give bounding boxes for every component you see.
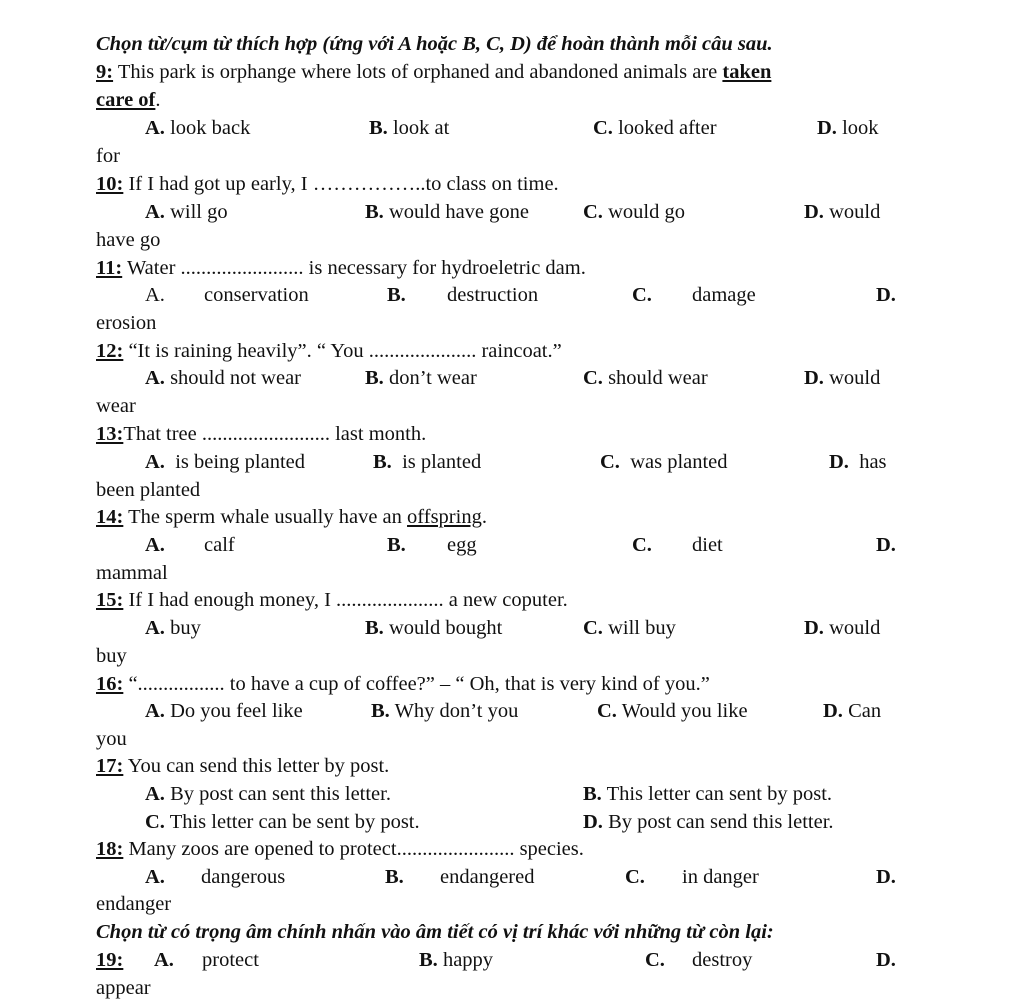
option-a: A. should not wear bbox=[145, 367, 302, 389]
option-a-letter: A. bbox=[145, 534, 165, 556]
option-b: egg bbox=[447, 534, 477, 556]
option-a-letter: A. bbox=[145, 284, 165, 306]
option-a-letter: A. bbox=[145, 866, 165, 888]
question-number: 9: bbox=[96, 61, 114, 83]
option-c: C. should wear bbox=[583, 367, 708, 389]
question-stem: You can send this letter by post. bbox=[127, 755, 390, 777]
question-number: 16: bbox=[96, 673, 124, 695]
question-number: 17: bbox=[96, 755, 124, 777]
option-d: D. Can bbox=[823, 700, 882, 722]
question-number: 15: bbox=[96, 589, 124, 611]
question-number: 12: bbox=[96, 340, 124, 362]
underlined-word: offspring bbox=[407, 506, 482, 528]
option-b: endangered bbox=[440, 866, 535, 888]
option-c: C. will buy bbox=[583, 617, 676, 639]
option-a: A. look back bbox=[145, 117, 251, 139]
option-c: C. was planted bbox=[600, 451, 728, 473]
option-b: B. Why don’t you bbox=[371, 700, 519, 722]
option-b: B. would have gone bbox=[365, 201, 529, 223]
question-number: 14: bbox=[96, 506, 124, 528]
instruction-text: Chọn từ/cụm từ thích hợp (ứng với A hoặc B, C, D) để hoàn thành mỗi câu sau. bbox=[96, 33, 773, 55]
option-c-letter: C. bbox=[632, 284, 652, 306]
underlined-phrase: care of bbox=[96, 89, 156, 111]
option-b-letter: B. bbox=[385, 866, 404, 888]
option-c: C. Would you like bbox=[597, 700, 748, 722]
option-b: B. don’t wear bbox=[365, 367, 477, 389]
option-d: D. By post can send this letter. bbox=[583, 811, 834, 833]
worksheet-page: Chọn từ/cụm từ thích hợp (ứng với A hoặc B, C, D) để hoàn thành mỗi câu sau. 9: This park is orphange where lots of orphaned and abandoned animals are taken care of. A. look back B. look at C. looked after D. look for 10: If I had got up early, I ……………..to class on time. A. will go B. would have gone C. would go D. would have go 11: Water ........................ is necessary for hydroeletric dam. A. conservation B. destruction C. damage D. erosion 12: “It is raining heavily”. “ You ..................... raincoat.” A. should not wear B. don’t wear C. should wear D. would wear 13:That tree ......................... last month. A. is being planted B. is planted C. was planted D. has been planted 14: The sperm whale usually have an offspring. A. calf B. egg C. diet D. mammal 15: If I had enough money, I ..................... a new coputer. A. buy B. would bought C. will buy D. would buy 16: “................. to have a cup of coffee?” – “ Oh, that is very kind of you.” A. Do you feel like B. Why don’t you C. Would you like D. Can you 17: You can send this letter by post. A. By post can sent this letter. B. This letter can sent by post. C. This letter can be sent by post. D. By post can send this letter. 18: Many zoos are opened to protect....................... species. A. dangerous B. endangered C. in danger D. endanger Chọn từ có trọng âm chính nhấn vào âm tiết có vị trí khác với những từ còn lại: 19: A. protect B. happy C. destroy D. appear bbox=[0, 0, 1024, 986]
question-stem: Many zoos are opened to protect....................... species. bbox=[128, 838, 584, 860]
option-a: A. is being planted bbox=[145, 451, 305, 473]
option-d: D. would bbox=[804, 617, 881, 639]
option-d-letter: D. bbox=[876, 949, 896, 971]
option-c: C. looked after bbox=[593, 117, 717, 139]
question-stem: “It is raining heavily”. “ You ..................... raincoat.” bbox=[128, 340, 562, 362]
option-d-letter: D. bbox=[876, 284, 896, 306]
option-a: calf bbox=[204, 534, 235, 556]
question-number: 11: bbox=[96, 257, 123, 279]
option-c-letter: C. bbox=[632, 534, 652, 556]
question-number: 19: bbox=[96, 949, 124, 971]
instruction-text: Chọn từ có trọng âm chính nhấn vào âm tiết có vị trí khác với những từ còn lại: bbox=[96, 921, 774, 943]
option-c: damage bbox=[692, 284, 756, 306]
option-d: D. would bbox=[804, 201, 881, 223]
question-number: 10: bbox=[96, 173, 124, 195]
option-b: destruction bbox=[447, 284, 539, 306]
option-b: B. look at bbox=[369, 117, 450, 139]
option-a: A. Do you feel like bbox=[145, 700, 303, 722]
question-stem: The sperm whale usually have an bbox=[128, 506, 402, 528]
option-c: C. would go bbox=[583, 201, 685, 223]
option-a: A. will go bbox=[145, 201, 228, 223]
option-c: destroy bbox=[692, 949, 753, 971]
option-a: protect bbox=[202, 949, 259, 971]
question-stem: “................. to have a cup of coffee?” – “ Oh, that is very kind of you.” bbox=[128, 673, 710, 695]
option-d: D. has bbox=[829, 451, 887, 473]
option-a: dangerous bbox=[201, 866, 286, 888]
question-stem: If I had enough money, I ..................... a new coputer. bbox=[128, 589, 568, 611]
question-stem: That tree ......................... last month. bbox=[123, 423, 427, 445]
option-c: C. This letter can be sent by post. bbox=[145, 811, 420, 833]
option-a: A. buy bbox=[145, 617, 201, 639]
question-stem: Water ........................ is necessary for hydroeletric dam. bbox=[126, 257, 586, 279]
option-c: in danger bbox=[682, 866, 759, 888]
question-stem: This park is orphange where lots of orphaned and abandoned animals are bbox=[117, 61, 718, 83]
option-d-letter: D. bbox=[876, 866, 896, 888]
option-b-letter: B. bbox=[387, 284, 406, 306]
question-stem: If I had got up early, I ……………..to class on time. bbox=[128, 173, 559, 195]
option-d: D. would bbox=[804, 367, 881, 389]
question-number: 18: bbox=[96, 838, 124, 860]
option-c-letter: C. bbox=[645, 949, 665, 971]
option-d-letter: D. bbox=[876, 534, 896, 556]
option-b: B. This letter can sent by post. bbox=[583, 783, 833, 805]
option-a-letter: A. bbox=[154, 949, 174, 971]
option-b: B. happy bbox=[419, 949, 494, 971]
option-d: D. look bbox=[817, 117, 879, 139]
option-a: A. By post can sent this letter. bbox=[145, 783, 391, 805]
underlined-phrase: taken bbox=[722, 61, 772, 83]
option-b: B. is planted bbox=[373, 451, 482, 473]
option-b-letter: B. bbox=[387, 534, 406, 556]
option-b: B. would bought bbox=[365, 617, 503, 639]
question-number: 13: bbox=[96, 423, 124, 445]
option-a: conservation bbox=[204, 284, 309, 306]
option-c-letter: C. bbox=[625, 866, 645, 888]
option-c: diet bbox=[692, 534, 723, 556]
